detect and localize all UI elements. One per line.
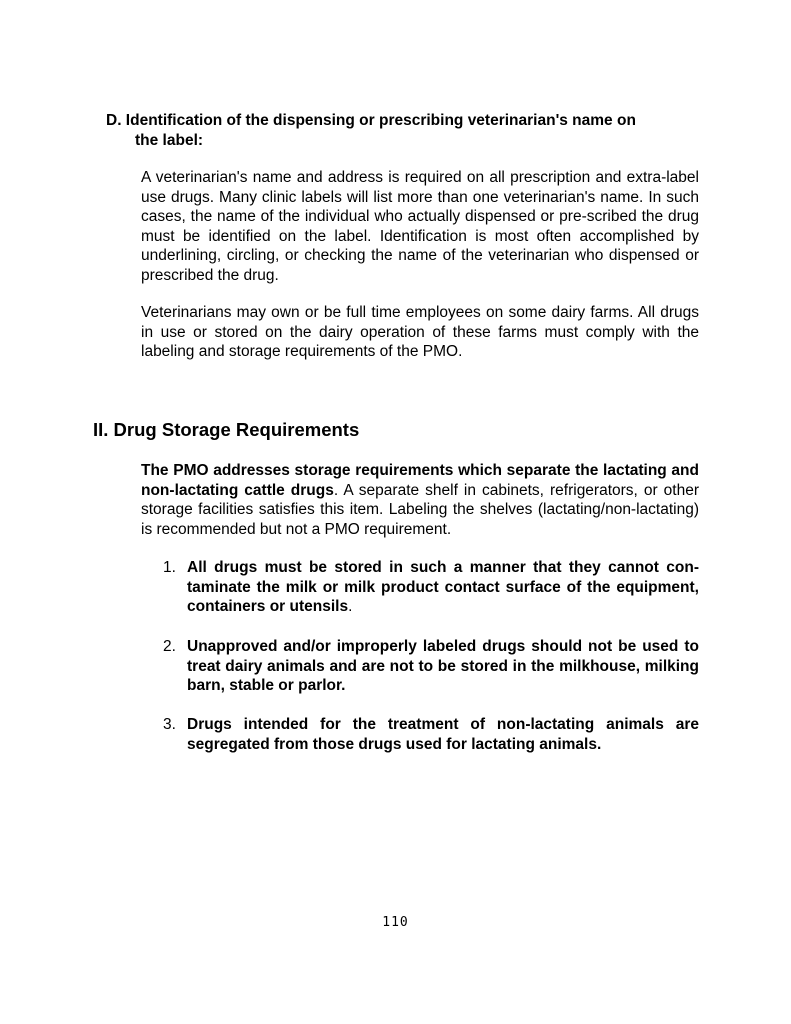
page-number: 110 [382, 915, 409, 930]
section-d-paragraph-2: Veterinarians may own or be full time employees on some dairy farms. All drugs in use or stored on the dairy operation of these farms must comply with the labeling and storage requirements of the PMO. [141, 304, 699, 361]
section-d-paragraph-1: A veterinarian's name and address is required on all prescription and extra-label use drugs. Many clinic labels will list more than one veterinarian's name. In such cases, the name of the individual who actually dispensed or pre-scribed the drug must be identified on the label. Identification is most often accomplished by underlining, circling, or checking the name of the veterinarian who dispensed or prescribed the drug. [141, 169, 699, 284]
section-ii-intro-bold: The PMO addresses storage requirements which separate the lactating and non-lactating cattle drugs [141, 462, 699, 499]
list-item-text: Unapproved and/or improperly labeled drugs should not be used to treat dairy animals and are not to be stored in the milkhouse, milking barn, stable or parlor. [187, 638, 699, 695]
list-item-number: 1. [163, 559, 176, 576]
list-item-text-bold: All drugs must be stored in such a manner that they cannot con-taminate the milk or milk product contact surface of the equipment, containers or utensils [187, 559, 699, 616]
section-ii-intro [141, 461, 699, 539]
section-d-heading-line2: the label: [135, 132, 204, 149]
list-item [163, 715, 699, 754]
list-item-text-suffix: . [348, 598, 353, 616]
section-ii-intro-rest: . A separate shelf in cabinets, refrigerators, or other storage facilities satisfies this item. Labeling the shelves (lactating/non-lactating) is recommended but not a PMO requirement. [141, 481, 699, 538]
section-d-heading-line1: D. Identification of the dispensing or prescribing veterinarian's name on [106, 112, 636, 129]
list-item [163, 558, 699, 617]
list-item-text [187, 558, 699, 617]
list-item-text: Drugs intended for the treatment of non-lactating animals are segregated from those drugs used for lactating animals. [187, 716, 699, 753]
list-item-number: 3. [163, 716, 176, 733]
list-item [163, 637, 699, 696]
section-ii-heading: II. Drug Storage Requirements [93, 419, 360, 440]
section-d-heading [106, 111, 706, 151]
list-item-number: 2. [163, 638, 176, 655]
